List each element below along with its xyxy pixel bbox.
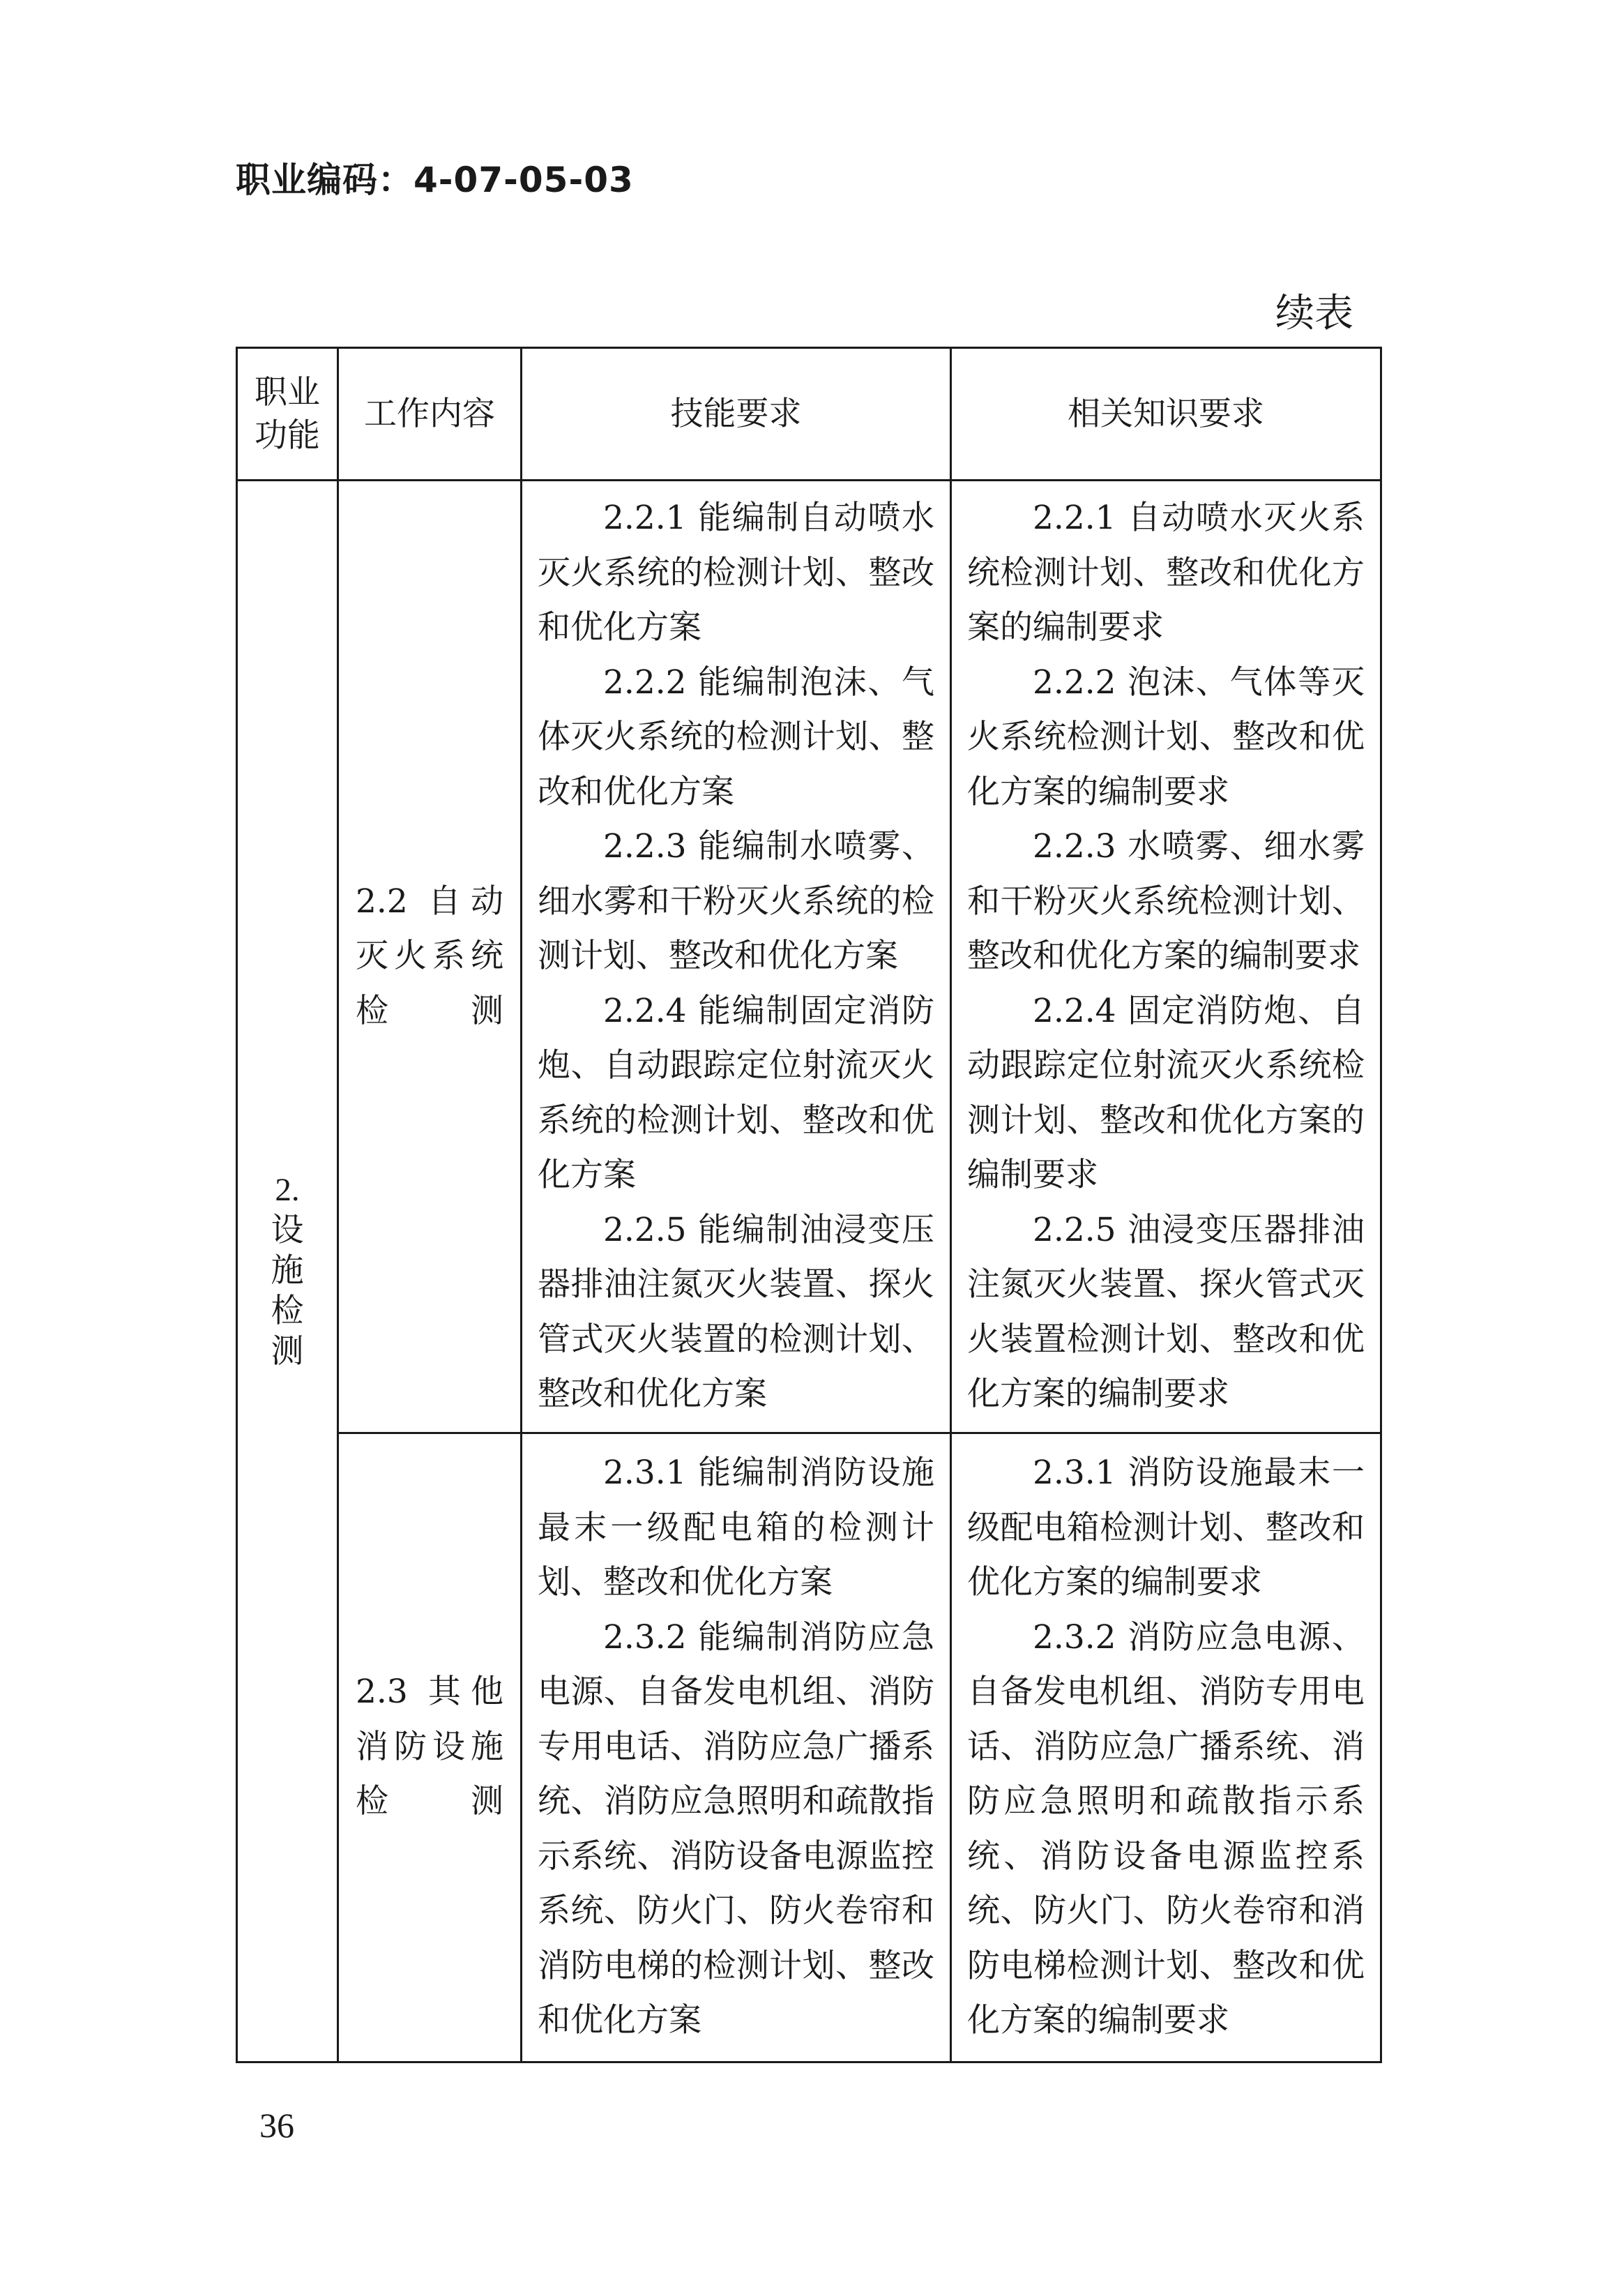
skill-item: 2.2.5 能编制油浸变压器排油注氮灭火装置、探火管式灭火装置的检测计划、整改和优化方案 — [538, 1210, 934, 1413]
continued-label: 续表 — [1275, 291, 1353, 336]
skill-item: 2.2.3 能编制水喷雾、细水雾和干粉灭火系统的检测计划、整改和优化方案 — [538, 827, 934, 975]
knowledge-item: 2.2.3 水喷雾、细水雾和干粉灭火系统检测计划、整改和优化方案的编制要求 — [967, 827, 1365, 975]
function-name: 设施检测 — [271, 1211, 304, 1371]
header-function: 职业功能 — [237, 348, 338, 481]
skill-item: 2.3.1 能编制消防设施最末一级配电箱的检测计划、整改和优化方案 — [538, 1454, 934, 1602]
skill-item: 2.2.2 能编制泡沫、气体灭火系统的检测计划、整改和优化方案 — [538, 663, 934, 811]
table-row — [237, 1433, 1381, 2062]
skill-item: 2.2.4 能编制固定消防炮、自动跟踪定位射流灭火系统的检测计划、整改和优化方案 — [538, 991, 934, 1194]
page-number: 36 — [259, 2106, 294, 2145]
occupation-code: 职业编码：4-07-05-03 — [236, 160, 634, 200]
skill-item: 2.2.1 能编制自动喷水灭火系统的检测计划、整改和优化方案 — [538, 499, 934, 647]
skills-cell — [522, 1433, 951, 2062]
knowledge-item: 2.2.5 油浸变压器排油注氮灭火装置、探火管式灭火装置检测计划、整改和优化方案的编制要求 — [967, 1210, 1365, 1413]
skills-cell — [522, 481, 951, 1433]
knowledge-item: 2.2.2 泡沫、气体等灭火系统检测计划、整改和优化方案的编制要求 — [967, 663, 1365, 811]
function-number: 2. — [275, 1172, 300, 1209]
knowledge-item: 2.2.4 固定消防炮、自动跟踪定位射流灭火系统检测计划、整改和优化方案的编制要求 — [967, 991, 1365, 1194]
header-knowledge: 相关知识要求 — [951, 348, 1381, 481]
function-cell — [237, 481, 338, 2062]
header-skills: 技能要求 — [522, 348, 951, 481]
skill-item: 2.3.2 能编制消防应急电源、自备发电机组、消防专用电话、消防应急广播系统、消防应急照明和疏散指示系统、消防设备电源监控系统、防火门、防火卷帘和消防电梯的检测计划、整改和优化方案 — [538, 1617, 934, 2040]
knowledge-cell — [951, 1433, 1381, 2062]
header-content: 工作内容 — [338, 348, 522, 481]
knowledge-item: 2.3.1 消防设施最末一级配电箱检测计划、整改和优化方案的编制要求 — [967, 1454, 1365, 1602]
work-content-cell: 2.2 自动灭火系统检测 — [338, 481, 522, 1433]
table-header-row — [237, 348, 1381, 481]
work-content-cell: 2.3 其他消防设施检测 — [338, 1433, 522, 2062]
knowledge-item: 2.3.2 消防应急电源、自备发电机组、消防专用电话、消防应急广播系统、消防应急照明和疏散指示系统、消防设备电源监控系统、防火门、防火卷帘和消防电梯检测计划、整改和优化方案的编制要求 — [967, 1617, 1365, 2040]
table-row — [237, 481, 1381, 1433]
knowledge-item: 2.2.1 自动喷水灭火系统检测计划、整改和优化方案的编制要求 — [967, 499, 1365, 647]
knowledge-cell — [951, 481, 1381, 1433]
skills-table — [236, 347, 1382, 2063]
